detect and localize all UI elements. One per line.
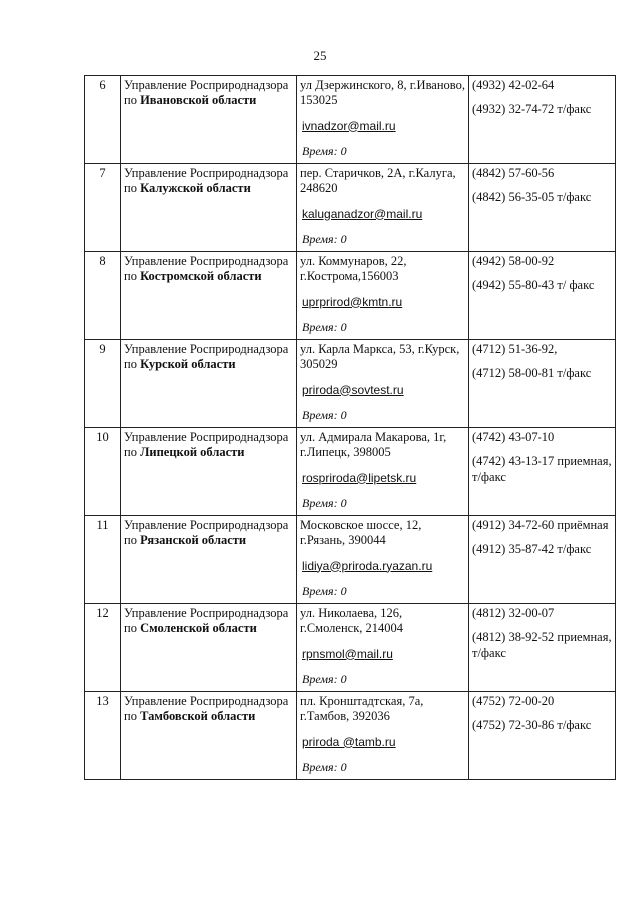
phone-primary: (4712) 51-36-92,	[472, 342, 558, 356]
organization-cell	[121, 604, 297, 692]
row-number: 6	[85, 76, 121, 164]
organization-cell	[121, 76, 297, 164]
row-number: 13	[85, 692, 121, 780]
region-name: Калужской области	[140, 181, 251, 196]
phone-fax: (4942) 55-80-43 т/ факс	[472, 278, 595, 293]
phone-cell	[469, 76, 616, 164]
organization-cell	[121, 164, 297, 252]
row-number: 9	[85, 340, 121, 428]
phone-primary: (4752) 72-00-20	[472, 694, 555, 708]
postal-address: Московское шоссе, 12, г.Рязань, 390044	[300, 518, 422, 548]
address-cell	[297, 516, 469, 604]
table-row	[85, 164, 616, 252]
regional-offices-table	[84, 75, 616, 780]
phone-primary: (4942) 58-00-92	[472, 254, 555, 268]
organization-name: Управление Росприроднадзора по	[124, 430, 289, 460]
postal-address: пл. Кронштадтская, 7а, г.Тамбов, 392036	[300, 694, 424, 724]
email-link[interactable]: rpnsmol@mail.ru	[302, 646, 393, 661]
region-name: Костромской области	[140, 269, 262, 284]
region-name: Ивановской области	[140, 93, 257, 108]
table-row	[85, 252, 616, 340]
row-number: 7	[85, 164, 121, 252]
time-note: Время: 0	[302, 583, 347, 598]
table-row	[85, 604, 616, 692]
time-note: Время: 0	[302, 319, 347, 334]
phone-cell	[469, 340, 616, 428]
phone-primary: (4932) 42-02-64	[472, 78, 555, 92]
region-name: Курской области	[140, 357, 236, 372]
address-cell	[297, 76, 469, 164]
organization-cell	[121, 428, 297, 516]
phone-cell	[469, 516, 616, 604]
phone-fax: (4932) 32-74-72 т/факс	[472, 102, 592, 117]
table-body	[85, 76, 616, 780]
page-number: 25	[313, 48, 327, 63]
email-link[interactable]: lidiya@priroda.ryazan.ru	[302, 558, 433, 573]
organization-name: Управление Росприроднадзора по	[124, 254, 289, 284]
phone-primary: (4912) 34-72-60 приёмная	[472, 518, 609, 532]
organization-name: Управление Росприроднадзора по	[124, 166, 289, 196]
time-note: Время: 0	[302, 143, 347, 158]
email-link[interactable]: rospriroda@lipetsk.ru	[302, 470, 417, 485]
address-cell	[297, 340, 469, 428]
table-row	[85, 428, 616, 516]
time-note: Время: 0	[302, 671, 347, 686]
row-number: 10	[85, 428, 121, 516]
postal-address: ул. Адмирала Макарова, 1г, г.Липецк, 398005	[300, 430, 447, 460]
address-cell	[297, 428, 469, 516]
postal-address: ул. Карла Маркса, 53, г.Курск, 305029	[300, 342, 460, 372]
postal-address: ул Дзержинского, 8, г.Иваново, 153025	[300, 78, 465, 108]
organization-cell	[121, 692, 297, 780]
phone-fax: (4712) 58-00-81 т/факс	[472, 366, 592, 381]
email-link[interactable]: ivnadzor@mail.ru	[302, 118, 396, 133]
address-cell	[297, 252, 469, 340]
phone-cell	[469, 164, 616, 252]
region-name: Липецкой области	[140, 445, 245, 460]
phone-fax: (4742) 43-13-17 приемная, т/факс	[472, 454, 612, 484]
phone-fax: (4912) 35-87-42 т/факс	[472, 542, 592, 557]
address-cell	[297, 604, 469, 692]
email-link[interactable]: priroda @tamb.ru	[302, 734, 396, 749]
row-number: 12	[85, 604, 121, 692]
phone-cell	[469, 428, 616, 516]
postal-address: ул. Коммунаров, 22, г.Кострома,156003	[300, 254, 407, 284]
phone-cell	[469, 252, 616, 340]
address-cell	[297, 164, 469, 252]
phone-cell	[469, 604, 616, 692]
organization-cell	[121, 252, 297, 340]
table-row	[85, 76, 616, 164]
organization-name: Управление Росприроднадзора по	[124, 78, 289, 108]
time-note: Время: 0	[302, 759, 347, 774]
organization-name: Управление Росприроднадзора по	[124, 342, 289, 372]
phone-primary: (4742) 43-07-10	[472, 430, 555, 444]
email-link[interactable]: priroda@sovtest.ru	[302, 382, 404, 397]
table-row	[85, 516, 616, 604]
email-link[interactable]: kaluganadzor@mail.ru	[302, 206, 423, 221]
phone-primary: (4812) 32-00-07	[472, 606, 555, 620]
time-note: Время: 0	[302, 495, 347, 510]
phone-fax: (4812) 38-92-52 приемная, т/факс	[472, 630, 612, 660]
table-row	[85, 340, 616, 428]
phone-fax: (4752) 72-30-86 т/факс	[472, 718, 592, 733]
address-cell	[297, 692, 469, 780]
organization-cell	[121, 340, 297, 428]
time-note: Время: 0	[302, 231, 347, 246]
organization-name: Управление Росприроднадзора по	[124, 606, 289, 636]
postal-address: пер. Старичков, 2А, г.Калуга, 248620	[300, 166, 456, 196]
postal-address: ул. Николаева, 126, г.Смоленск, 214004	[300, 606, 404, 636]
time-note: Время: 0	[302, 407, 347, 422]
row-number: 8	[85, 252, 121, 340]
organization-name: Управление Росприроднадзора по	[124, 694, 289, 724]
region-name: Рязанской области	[140, 533, 247, 548]
organization-cell	[121, 516, 297, 604]
phone-fax: (4842) 56-35-05 т/факс	[472, 190, 592, 205]
row-number: 11	[85, 516, 121, 604]
table-row	[85, 692, 616, 780]
phone-primary: (4842) 57-60-56	[472, 166, 555, 180]
email-link[interactable]: uprprirod@kmtn.ru	[302, 294, 403, 309]
region-name: Смоленской области	[140, 621, 257, 636]
phone-cell	[469, 692, 616, 780]
organization-name: Управление Росприроднадзора по	[124, 518, 289, 548]
region-name: Тамбовской области	[140, 709, 256, 724]
